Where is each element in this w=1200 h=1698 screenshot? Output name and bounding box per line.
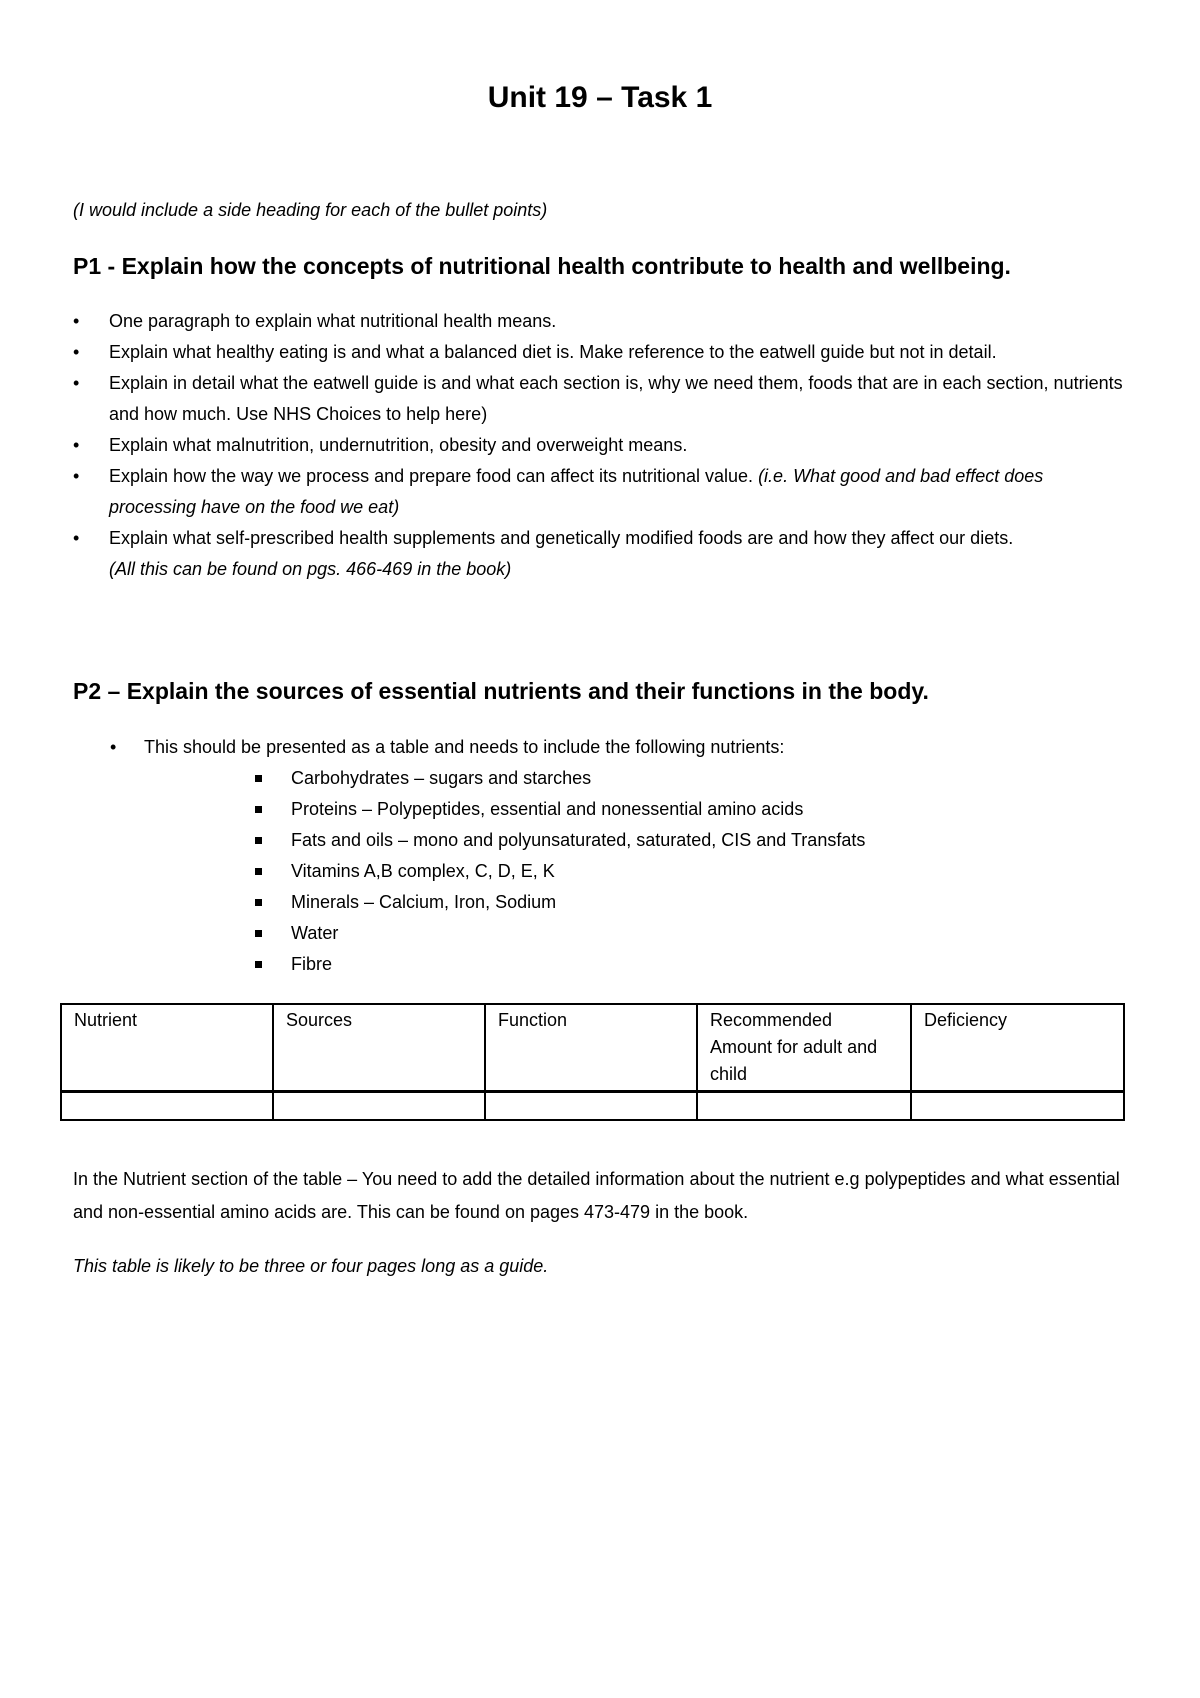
- nutrient-text: Fibre: [291, 954, 333, 974]
- square-bullet-icon: [255, 868, 262, 875]
- bullet-icon: •: [73, 342, 80, 362]
- bullet-icon: •: [73, 373, 80, 393]
- square-bullet-icon: [255, 899, 262, 906]
- nutrient-item: [255, 763, 1055, 794]
- bullet-icon: •: [73, 435, 80, 455]
- nutrient-item: [255, 949, 1055, 980]
- table-cell: [697, 1092, 911, 1121]
- bullet-text: Explain what healthy eating is and what a balanced diet is. Make reference to the eatwell guide but not in detail.: [109, 342, 997, 362]
- table-cell: [61, 1092, 273, 1121]
- table-header-recommended: Recommended Amount for adult and child: [697, 1004, 911, 1092]
- bullet-text: One paragraph to explain what nutritional health means.: [109, 311, 557, 331]
- table-cell: [911, 1092, 1124, 1121]
- table-length-note: This table is likely to be three or four pages long as a guide.: [73, 1256, 549, 1276]
- nutrient-item: [255, 887, 1055, 918]
- nutrient-text: Minerals – Calcium, Iron, Sodium: [291, 892, 557, 912]
- table-cell: [273, 1092, 485, 1121]
- nutrient-text: Carbohydrates – sugars and starches: [291, 768, 592, 788]
- p2-bullet-list: [110, 732, 1110, 763]
- book-reference-note: (All this can be found on pgs. 466-469 in the book): [109, 559, 512, 579]
- square-bullet-icon: [255, 961, 262, 968]
- table-header-deficiency: Deficiency: [911, 1004, 1124, 1092]
- nutrient-list: [255, 763, 1055, 980]
- nutrient-item: [255, 825, 1055, 856]
- bullet-icon: •: [73, 466, 80, 486]
- table-header-function: Function: [485, 1004, 697, 1092]
- table-header-nutrient: Nutrient: [61, 1004, 273, 1092]
- nutrient-text: Vitamins A,B complex, C, D, E, K: [291, 861, 555, 881]
- p1-bullet-list: [73, 306, 1133, 585]
- nutrient-table: [60, 1003, 1125, 1121]
- bullet-icon: •: [110, 737, 117, 757]
- nutrient-item: [255, 794, 1055, 825]
- list-item: [73, 337, 1133, 368]
- list-item: [73, 368, 1133, 430]
- square-bullet-icon: [255, 775, 262, 782]
- nutrient-text: Proteins – Polypeptides, essential and nonessential amino acids: [291, 799, 804, 819]
- bullet-icon: •: [73, 311, 80, 331]
- bullet-text: Explain what self-prescribed health supplements and genetically modified foods are and how they affect our diets.: [109, 528, 1014, 548]
- list-item: [110, 732, 1110, 763]
- p1-heading: P1 - Explain how the concepts of nutritional health contribute to health and wellbeing.: [73, 253, 1011, 279]
- nutrient-item: [255, 856, 1055, 887]
- list-item: [73, 461, 1133, 523]
- square-bullet-icon: [255, 837, 262, 844]
- nutrient-section-paragraph: In the Nutrient section of the table – You need to add the detailed information about the nutrient e.g polypeptides and what essential and non-essential amino acids are. This can be found on pages 473-479 in the book.: [73, 1169, 1120, 1222]
- bullet-text: This should be presented as a table and needs to include the following nutrients:: [144, 737, 785, 757]
- p2-heading: P2 – Explain the sources of essential nutrients and their functions in the body.: [73, 678, 929, 704]
- table-cell: [485, 1092, 697, 1121]
- bullet-icon: •: [73, 528, 80, 548]
- list-item: [73, 430, 1133, 461]
- list-item: [73, 523, 1133, 585]
- nutrient-text: Fats and oils – mono and polyunsaturated, saturated, CIS and Transfats: [291, 830, 866, 850]
- bullet-text: Explain what malnutrition, undernutrition, obesity and overweight means.: [109, 435, 688, 455]
- side-heading-note: (I would include a side heading for each of the bullet points): [73, 200, 548, 220]
- nutrient-item: [255, 918, 1055, 949]
- bullet-text: Explain how the way we process and prepare food can affect its nutritional value.: [109, 466, 754, 486]
- table-row: [61, 1092, 1124, 1121]
- page-title: Unit 19 – Task 1: [487, 81, 713, 114]
- square-bullet-icon: [255, 806, 262, 813]
- list-item: [73, 306, 1133, 337]
- table-header-row: [61, 1004, 1124, 1092]
- table-header-sources: Sources: [273, 1004, 485, 1092]
- bullet-text: Explain in detail what the eatwell guide is and what each section is, why we need them, foods that are in each section, nutrients and how much. Use NHS Choices to help here): [109, 373, 1123, 424]
- bullet-italic-text: (i.e. What good and bad effect does processing have on the food we eat): [109, 466, 1044, 517]
- nutrient-text: Water: [291, 923, 339, 943]
- square-bullet-icon: [255, 930, 262, 937]
